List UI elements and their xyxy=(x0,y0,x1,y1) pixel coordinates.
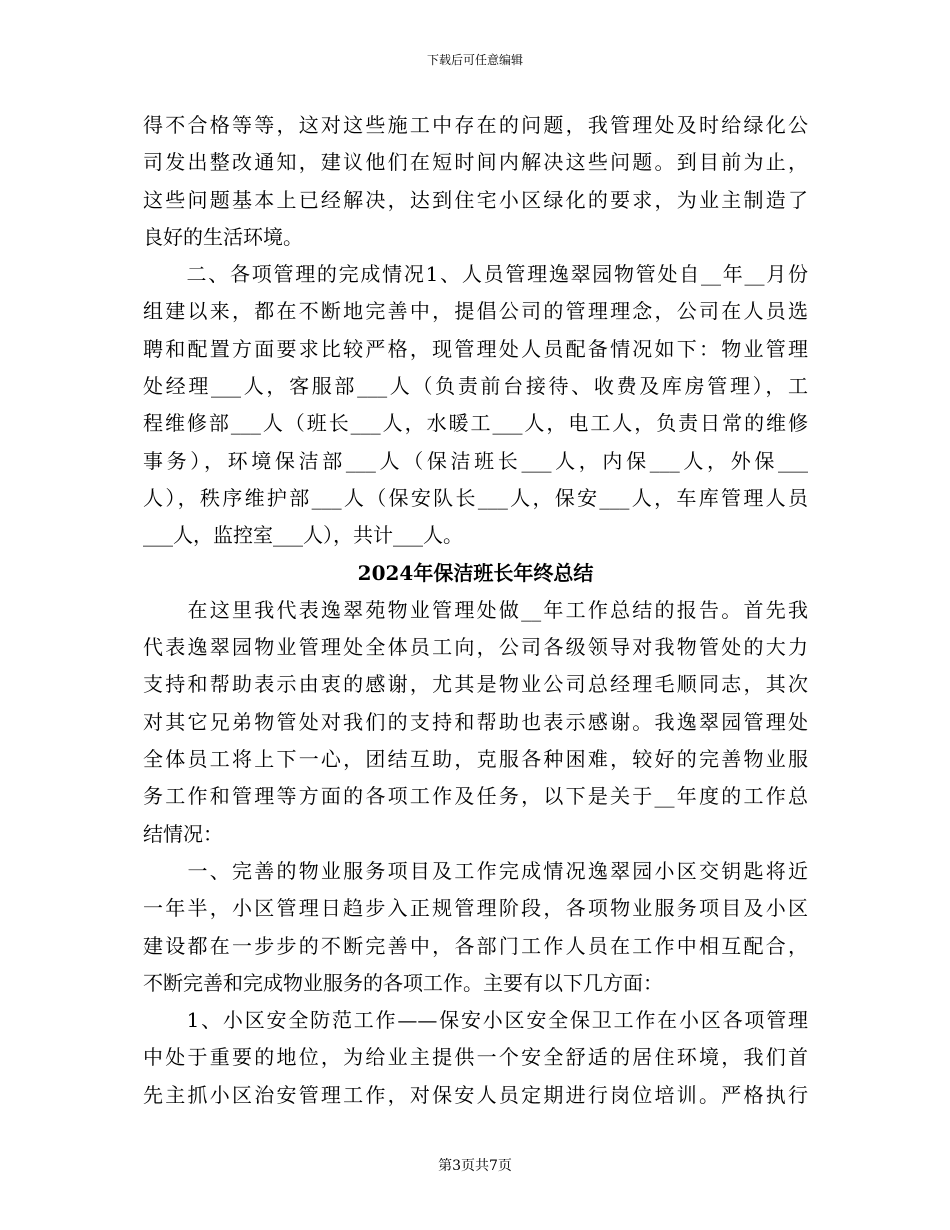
text-line: 务工作和管理等方面的各项工作及任务，以下是关于__年度的工作总 xyxy=(143,784,808,809)
text-line: 中处于重要的地位，为给业主提供一个安全舒适的居住环境，我们首 xyxy=(143,1045,808,1070)
text-line: 建设都在一步步的不断完善中，各部门工作人员在工作中相互配合， xyxy=(143,933,808,958)
text-line: 对其它兄弟物管处对我们的支持和帮助也表示感谢。我逸翠园管理处 xyxy=(143,709,808,734)
text-line: 二、各项管理的完成情况1、人员管理逸翠园物管处自__年__月份 xyxy=(143,262,808,287)
text-line: 支持和帮助表示由衷的感谢，尤其是物业公司总经理毛顺同志，其次 xyxy=(143,672,808,697)
page-footer: 第3页共7页 xyxy=(438,1158,512,1174)
text-line: 司发出整改通知，建议他们在短时间内解决这些问题。到目前为止， xyxy=(143,150,808,175)
text-line: 处经理___人，客服部___人（负责前台接待、收费及库房管理），工 xyxy=(143,374,808,399)
text-line: 事务），环境保洁部___人（保洁班长___人，内保___人，外保___ xyxy=(143,448,808,473)
document-body xyxy=(143,107,808,1114)
page-header: 下载后可任意编辑 xyxy=(426,53,523,67)
text-line: 在这里我代表逸翠苑物业管理处做__年工作总结的报告。首先我 xyxy=(143,597,808,622)
text-line: ___人，监控室___人），共计___人。 xyxy=(143,523,463,548)
text-line: 聘和配置方面要求比较严格，现管理处人员配备情况如下：物业管理 xyxy=(143,336,808,361)
text-line: 组建以来，都在不断地完善中，提倡公司的管理理念，公司在人员选 xyxy=(143,299,808,324)
text-line: 先主抓小区治安管理工作，对保安人员定期进行岗位培训。严格执行 xyxy=(143,1082,808,1107)
text-line: 人），秩序维护部___人（保安队长___人，保安___人，车库管理人员 xyxy=(143,485,808,510)
text-line: 一、完善的物业服务项目及工作完成情况逸翠园小区交钥匙将近 xyxy=(143,858,808,883)
text-line: 一年半，小区管理日趋步入正规管理阶段，各项物业服务项目及小区 xyxy=(143,896,808,921)
text-line: 得不合格等等，这对这些施工中存在的问题，我管理处及时给绿化公 xyxy=(143,113,808,137)
text-line: 全体员工将上下一心，团结互助，克服各种困难，较好的完善物业服 xyxy=(143,747,808,772)
text-line: 程维修部___人（班长___人，水暖工___人，电工人，负责日常的维修 xyxy=(143,411,808,436)
text-line: 良好的生活环境。 xyxy=(143,224,303,249)
text-line: 1、小区安全防范工作——保安小区安全保卫工作在小区各项管理 xyxy=(143,1008,808,1033)
text-line: 代表逸翠园物业管理处全体员工向，公司各级领导对我物管处的大力 xyxy=(143,635,808,660)
text-line: 不断完善和完成物业服务的各项工作。主要有以下几方面： xyxy=(143,970,663,995)
section-title: 2024年保洁班长年终总结 xyxy=(357,560,594,585)
text-line: 结情况： xyxy=(143,821,223,846)
text-line: 这些问题基本上已经解决，达到住宅小区绿化的要求，为业主制造了 xyxy=(143,187,808,212)
